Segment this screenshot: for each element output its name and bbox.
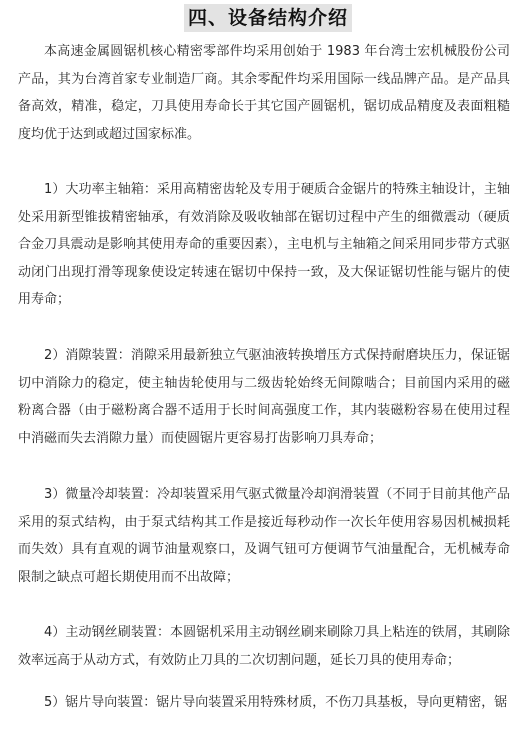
paragraph-wire-brush: 4）主动钢丝刷装置：本圆锯机采用主动钢丝刷来刷除刀具上粘连的铁屑，其刷除效率远高于从动方式，有效防止刀具的二次切割问题，延长刀具的使用寿命； [18, 625, 510, 668]
paragraph-anti-backlash: 2）消隙装置：消隙采用最新独立气驱油液转换增压方式保持耐磨块压力，保证锯切中消除力的稳定，使主轴齿轮使用与二级齿轮始终无间隙啮合；目前国内采用的磁粉离合器（由于磁粉离合器不适用于长时间高强度工作，其内装磁粉容易在使用过程中消磁而失去消隙力量）而使圆锯片更容易打齿影响刀具寿命； [18, 348, 510, 446]
section-title: 四、设备结构介绍 [184, 4, 352, 32]
paragraph-cooling: 3）微量冷却装置：冷却装置采用气驱式微量冷却润滑装置（不同于目前其他产品采用的泵式结构，由于泵式结构其工作是接近每秒动作一次长年使用容易因机械损耗而失效）具有直观的调节油量观察口，及调气钮可方便调节气油量配合，无机械寿命限制之缺点可超长期使用而不出故障； [18, 487, 510, 585]
paragraph-intro: 本高速金属圆锯机核心精密零部件均采用创始于 1983 年台湾士宏机械股份公司产品，其为台湾首家专业制造厂商。其余零配件均采用国际一线品牌产品。是产品具备高效，精准，稳定，刀具使用寿命长于其它国产圆锯机，锯切成品精度及表面粗糙度均优于达到或超过国家标准。 [18, 44, 510, 142]
paragraph-spindle-box: 1）大功率主轴箱：采用高精密齿轮及专用于硬质合金锯片的特殊主轴设计，主轴处采用新型锥拔精密轴承，有效消除及吸收轴部在锯切过程中产生的细微震动（硬质合金刀具震动是影响其使用寿命的重要因素），主电机与主轴箱之间采用同步带方式驱动闭门出现打滑等现象使设定转速在锯切中保持一致，及大保证锯切性能与锯片的使用寿命； [18, 182, 510, 307]
paragraph-blade-guide: 5）锯片导向装置：锯片导向装置采用特殊材质，不伤刀具基板，导向更精密，锯 [44, 695, 508, 710]
